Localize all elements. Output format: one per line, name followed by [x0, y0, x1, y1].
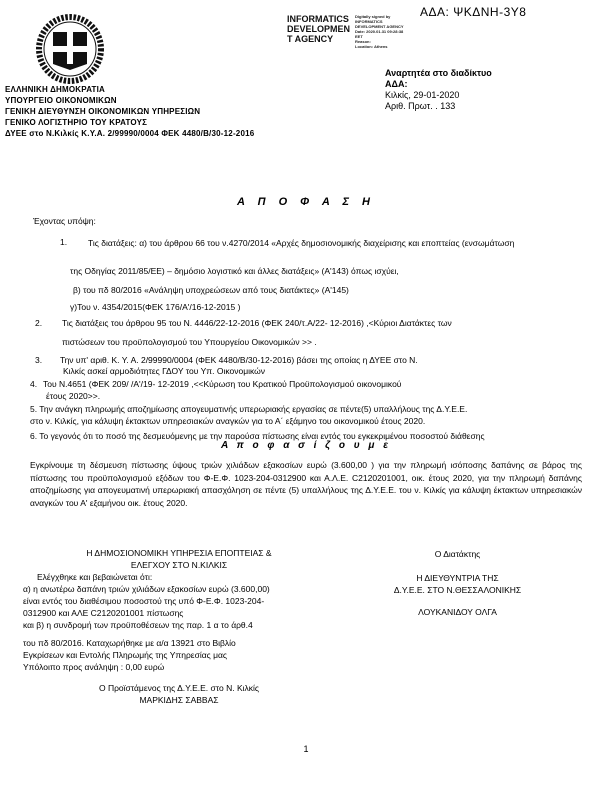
org-line-ministry: ΥΠΟΥΡΓΕΙΟ ΟΙΚΟΝΟΜΙΚΩΝ: [5, 96, 117, 105]
stamp-agency-line: INFORMATICS: [287, 14, 349, 24]
stamp-detail-line: INFORMATICS: [355, 19, 383, 24]
item3-line1: Την υπ' αριθ. Κ. Υ. Α. 2/99990/0004 (ΦΕΚ 4480/Β/30-12-2016) βάσει της οποίας η ΔΥΕΕ στο Ν.: [60, 355, 418, 365]
item5-line1: 5. Την ανάγκη πληρωμής αποζημίωσης απογευματινής υπερωριακής εργασίας σε πέντε(5) υπαλλήλους της Δ.Υ.Ε.Ε.: [30, 404, 468, 414]
org-line-accounting-office: ΓΕΝΙΚΟ ΛΟΓΙΣΤΗΡΙΟ ΤΟΥ ΚΡΑΤΟΥΣ: [5, 118, 148, 127]
ordering-officer-block: [360, 548, 555, 618]
item1-line-b: της Οδηγίας 2011/85/ΕΕ) – δημόσιο λογιστικό και άλλες διατάξεις» (Α'143) όπως ισχύει,: [70, 266, 399, 276]
certify-line: Ελέγχθηκε και βεβαιώνεται ότι:: [37, 572, 153, 582]
stamp-agency-line: T AGENCY: [287, 34, 334, 44]
hellenic-republic-emblem-icon: [34, 12, 106, 88]
stamp-detail-line: EET: [355, 34, 363, 39]
item3-number: 3.: [35, 355, 43, 365]
right-title-2: Δ.Υ.Ε.Ε. ΣΤΟ Ν.ΘΕΣΣΑΛΟΝΙΚΗΣ: [393, 585, 522, 595]
item1-paragraph: Τις διατάξεις: α) του άρθρου 66 του ν.4270/2014 «Αρχές δημοσιονομικής διαχείρισης και εποπτείας (ενσωμάτωση: [88, 238, 515, 248]
document-title: Α Π Ο Φ Α Σ Η: [237, 196, 375, 208]
city-date: Κιλκίς, 29-01-2020: [385, 90, 460, 100]
left-signer: [23, 682, 335, 706]
certify-line: 0312900 και ΑΛΕ C2120201001 πίστωσης: [23, 608, 184, 618]
item2-line2: πιστώσεων του προϋπολογισμού του Υπουργείου Οικονομικών >> .: [62, 337, 317, 347]
org-line-republic: ΕΛΛΗΝΙΚΗ ΔΗΜΟΚΡΑΤΙΑ: [5, 85, 105, 94]
certify-line: Εγκρίσεων και Εντολής Πληρωμής της Υπηρεσίας μας: [23, 650, 228, 660]
certification-block: [23, 547, 335, 706]
org-line-directorate: ΓΕΝΙΚΗ ΔΙΕΥΘΥΝΣΗ ΟΙΚΟΝΟΜΙΚΩΝ ΥΠΗΡΕΣΙΩΝ: [5, 107, 201, 116]
stamp-detail-line: Reason:: [355, 39, 371, 44]
stamp-agency-name: [287, 14, 350, 49]
anartitea-label: Αναρτητέα στο διαδίκτυο: [385, 68, 492, 78]
item5-line2: στο ν. Κιλκίς, για κάλυψη έκτακτων υπηρεσιακών αναγκών για το Α΄ εξάμηνο του οικονομικού έτους 2020.: [30, 416, 426, 426]
stamp-detail-line: Digitally signed by: [355, 14, 391, 19]
item6-line: 6. Το γεγονός ότι το ποσό της δεσμευόμενης με την παρούσα πίστωσης είναι εντός του εγκεκριμένου ποσοστού διάθεσης: [30, 431, 485, 441]
left-service-title-1: Η ΔΗΜΟΣΙΟΝΟΜΙΚΗ ΥΠΗΡΕΣΙΑ ΕΠΟΠΤΕΙΑΣ &: [86, 548, 272, 558]
item1-line-c: β) του πδ 80/2016 «Ανάληψη υποχρεώσεων από τους διατάκτες» (Α'145): [73, 285, 349, 295]
right-title-1: Η ΔΙΕΥΘΥΝΤΡΙΑ ΤΗΣ: [416, 573, 499, 583]
left-signer-title: Ο Προϊστάμενος της Δ.Υ.Ε.Ε. στο Ν. Κιλκίς: [98, 683, 260, 693]
item1-line-d: γ)Του ν. 4354/2015(ΦΕΚ 176/Α'/16-12-2015 ): [70, 302, 241, 312]
ada-code: ΑΔΑ: ΨΚΔΝΗ-3Υ8: [420, 5, 527, 19]
stamp-agency-line: DEVELOPMEN: [287, 24, 351, 34]
digital-signature-stamp: [287, 14, 404, 49]
issuing-authority-block: [5, 84, 254, 139]
item4-line2: έτους 2020>>.: [46, 391, 101, 401]
item4-number: 4.: [30, 379, 38, 389]
item2-number: 2.: [35, 318, 43, 328]
item1-number: 1.: [60, 237, 68, 247]
stamp-detail-line: DEVELOPMENT AGENCY: [355, 24, 404, 29]
page-number: 1: [303, 744, 309, 754]
item3-line2: Κιλκίς ασκεί αρμοδιότητες ΓΔΟΥ του Υπ. Οικονομικών: [63, 366, 266, 376]
protocol-number: Αριθ. Πρωτ. . 133: [385, 101, 456, 111]
protocol-block: [385, 68, 492, 112]
stamp-signature-details: [355, 14, 404, 49]
spacer: [360, 596, 555, 606]
certify-line: είναι εντός του διαθέσιμου ποσοστού της υπό Φ-Ε.Φ. 1023-204-: [23, 596, 265, 606]
certify-line: α) η ανωτέρω δαπάνη τριών χιλιάδων εξακοσίων ευρώ (3.600,00): [23, 584, 270, 594]
right-signer-name: ΛΟΥΚΑΝΙΔΟΥ ΟΛΓΑ: [418, 607, 497, 617]
preamble-intro: Έχοντας υπόψη:: [33, 216, 96, 226]
left-signer-name: ΜΑΡΚΙΔΗΣ ΣΑΒΒΑΣ: [139, 695, 219, 705]
spacer: [360, 560, 555, 572]
item4-line1: Του Ν.4651 (ΦΕΚ 209/ /Α'/19- 12-2019 ,<<Κύρωση του Κρατικού Προϋπολογισμού οικονομικού: [43, 379, 402, 389]
stamp-detail-line: Location: Athens: [355, 44, 388, 49]
stamp-detail-line: Date: 2020.01.31 09:28:38: [355, 29, 404, 34]
decision-heading: Α π ο φ α σ ί ζ ο υ μ ε: [220, 440, 392, 451]
certify-line: Υπόλοιπο προς ανάληψη : 0,00 ευρώ: [23, 662, 165, 672]
right-role: Ο Διατάκτης: [434, 549, 481, 559]
certify-line: και β) η συνδρομή των προϋποθέσεων της παρ. 1 α το άρθ.4: [23, 620, 253, 630]
left-service-title-2: ΕΛΕΓΧΟΥ ΣΤΟ Ν.ΚΙΛΚΙΣ: [130, 560, 228, 570]
certify-line: του πδ 80/2016. Καταχωρήθηκε με α/α 13921 στο Βιβλίο: [23, 638, 236, 648]
ada-label: ΑΔΑ:: [385, 79, 408, 89]
approval-paragraph: Εγκρίνουμε τη δέσμευση πίστωσης ύψους τριών χιλιάδων εξακοσίων ευρώ (3.600,00 ) για την πληρωμή ισόποσης δαπάνης σε βάρος της πίστωσης του προϋπολογισμού εξόδων του Φ-Ε.Φ. 1023-204-0312900 και Α.Λ.Ε. C2120201001, οικ. έτους 2020, για την πληρωμή δαπάνης αποζημίωσης για απογευματινή υπερωριακή απασχόληση σε πέντε (5) υπαλλήλους της Δ.Υ.Ε.Ε. του ν. Κιλκίς για κάλυψη έκτακτων υπηρεσιακών αναγκών του Α' εξαμήνου οικ. έτους 2020.: [30, 460, 582, 508]
org-line-dyee: ΔΥΕΕ στο Ν.Κιλκίς Κ.Υ.Α. 2/99990/0004 ΦΕΚ 4480/Β/30-12-2016: [5, 129, 255, 138]
item2-line1: Τις διατάξεις του άρθρου 95 του Ν. 4446/22-12-2016 (ΦΕΚ 240/τ.Α/22- 12-2016) ,<Κύριοι Διατάκτες των: [62, 318, 452, 328]
